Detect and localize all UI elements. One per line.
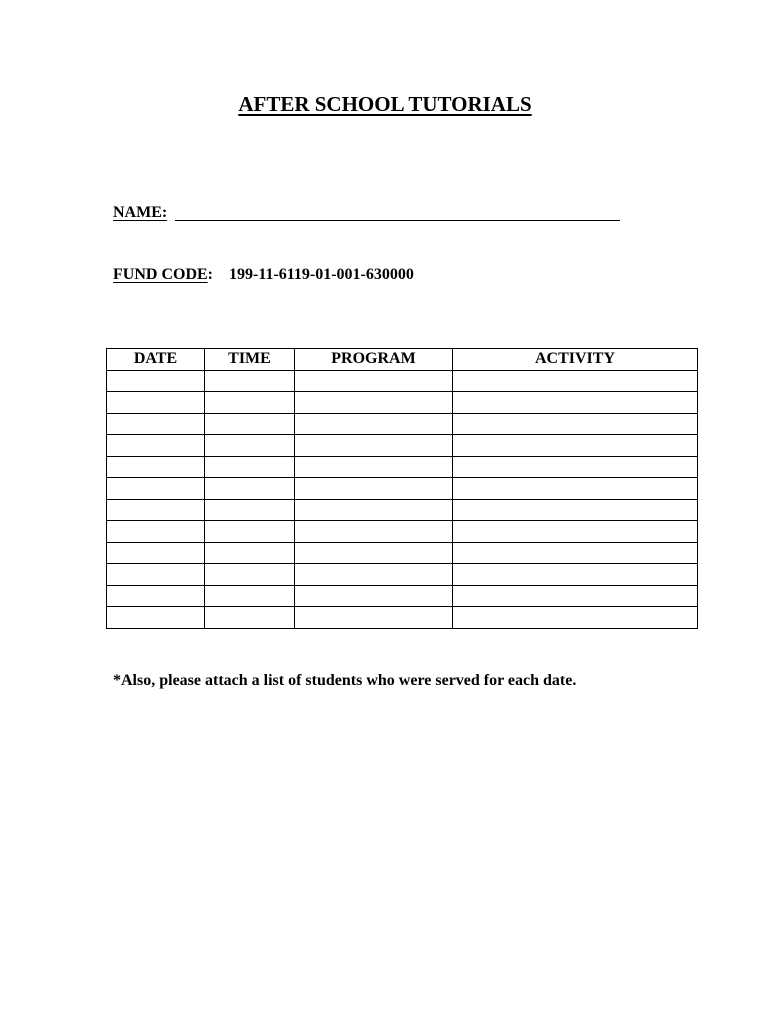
activity-cell[interactable] (453, 478, 698, 500)
table-row (107, 607, 698, 629)
time-cell[interactable] (205, 435, 295, 457)
activity-cell[interactable] (453, 499, 698, 521)
program-cell[interactable] (295, 413, 453, 435)
date-cell[interactable] (107, 456, 205, 478)
date-cell[interactable] (107, 542, 205, 564)
program-cell[interactable] (295, 542, 453, 564)
date-cell[interactable] (107, 585, 205, 607)
activity-cell[interactable] (453, 435, 698, 457)
fund-code-label: FUND CODE (113, 266, 208, 283)
footnote: *Also, please attach a list of students who were served for each date. (113, 672, 577, 689)
table-row (107, 564, 698, 586)
date-cell[interactable] (107, 564, 205, 586)
table-row (107, 521, 698, 543)
program-cell[interactable] (295, 435, 453, 457)
program-cell[interactable] (295, 499, 453, 521)
time-cell[interactable] (205, 413, 295, 435)
activity-cell[interactable] (453, 456, 698, 478)
date-cell[interactable] (107, 478, 205, 500)
time-cell[interactable] (205, 370, 295, 392)
activity-cell[interactable] (453, 413, 698, 435)
activity-cell[interactable] (453, 607, 698, 629)
table-row (107, 585, 698, 607)
activity-cell[interactable] (453, 564, 698, 586)
table-row (107, 542, 698, 564)
table-row (107, 413, 698, 435)
program-cell[interactable] (295, 521, 453, 543)
table-row (107, 478, 698, 500)
table-row (107, 456, 698, 478)
time-cell[interactable] (205, 585, 295, 607)
program-cell[interactable] (295, 585, 453, 607)
program-cell[interactable] (295, 607, 453, 629)
date-cell[interactable] (107, 499, 205, 521)
table-body (107, 370, 698, 628)
date-cell[interactable] (107, 392, 205, 414)
activity-cell[interactable] (453, 370, 698, 392)
time-cell[interactable] (205, 478, 295, 500)
date-cell[interactable] (107, 413, 205, 435)
header-time: TIME (205, 349, 295, 371)
activity-cell[interactable] (453, 585, 698, 607)
time-cell[interactable] (205, 392, 295, 414)
fund-code-row (113, 266, 414, 284)
header-program: PROGRAM (295, 349, 453, 371)
date-cell[interactable] (107, 370, 205, 392)
time-cell[interactable] (205, 456, 295, 478)
fund-code-value: 199-11-6119-01-001-630000 (229, 266, 414, 283)
table-row (107, 435, 698, 457)
fund-code-colon: : (207, 266, 213, 283)
program-cell[interactable] (295, 370, 453, 392)
name-row (113, 204, 620, 222)
form-title: AFTER SCHOOL TUTORIALS (238, 92, 532, 116)
program-cell[interactable] (295, 456, 453, 478)
program-cell[interactable] (295, 478, 453, 500)
activity-cell[interactable] (453, 521, 698, 543)
program-cell[interactable] (295, 392, 453, 414)
header-date: DATE (107, 349, 205, 371)
time-cell[interactable] (205, 521, 295, 543)
table-header-row (107, 349, 698, 371)
header-activity: ACTIVITY (453, 349, 698, 371)
date-cell[interactable] (107, 607, 205, 629)
time-cell[interactable] (205, 499, 295, 521)
name-label: NAME: (113, 204, 168, 221)
table-row (107, 370, 698, 392)
activity-cell[interactable] (453, 392, 698, 414)
tutorial-log-table (106, 348, 698, 629)
time-cell[interactable] (205, 607, 295, 629)
activity-cell[interactable] (453, 542, 698, 564)
date-cell[interactable] (107, 521, 205, 543)
time-cell[interactable] (205, 564, 295, 586)
table-row (107, 499, 698, 521)
table-row (107, 392, 698, 414)
date-cell[interactable] (107, 435, 205, 457)
time-cell[interactable] (205, 542, 295, 564)
program-cell[interactable] (295, 564, 453, 586)
name-field[interactable] (175, 206, 620, 221)
